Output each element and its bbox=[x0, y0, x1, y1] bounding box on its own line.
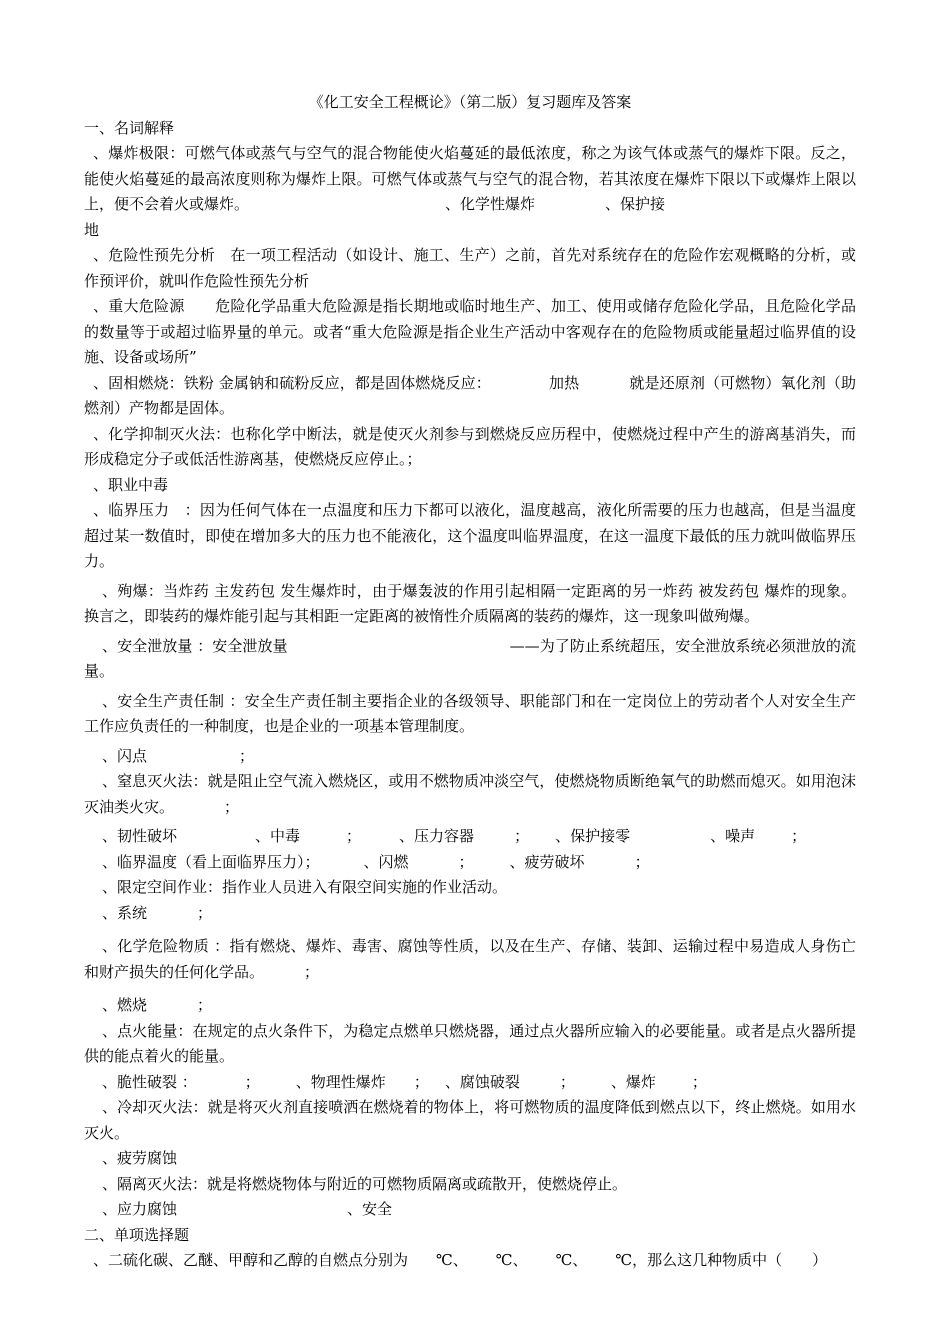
paragraph-continuation: 地 bbox=[84, 220, 100, 239]
paragraph-solid-combustion: 、固相燃烧：铁粉 金属钠和硫粉反应，都是固体燃烧反应： 加热 就是还原剂（可燃物）氧化剂（助燃剂）产物都是固体。 bbox=[84, 373, 856, 417]
paragraph-isolation: 、隔离灭火法：就是将燃烧物体与附近的可燃物质隔离或疏散开，使燃烧停止。 bbox=[102, 1174, 628, 1193]
document-title: 《化工安全工程概论》（第二版）复习题库及答案 bbox=[308, 93, 632, 111]
paragraph-relief-flow: 、安全泄放量 ：安全泄放量 ——为了防止系统超压，安全泄放系统必须泄放的流量。 bbox=[84, 636, 856, 680]
paragraph-corrosion-fatigue: 、疲劳腐蚀 bbox=[102, 1149, 178, 1167]
terms-row-3: 、脆性破裂 ： ； 、物理性爆炸 ； 、腐蚀破裂 ； 、爆炸 ； bbox=[102, 1072, 707, 1091]
terms-row-2: 、临界温度（看上面临界压力）； 、闪燃 ； 、疲劳破坏 ； bbox=[102, 852, 650, 871]
paragraph-hazardous-chemicals: 、化学危险物质 ：指有燃烧、爆炸、毒害、腐蚀等性质，以及在生产、存储、装卸、运输过程中易造成人身伤亡和财产损失的任何化学品。 ； bbox=[84, 937, 856, 981]
section-heading-1: 一、名词解释 bbox=[84, 118, 175, 137]
document-page bbox=[84, 90, 856, 1274]
paragraph-suffocation: 、窒息灭火法：就是阻止空气流入燃烧区，或用不燃物质冲淡空气，使燃烧物质断绝氧气的助燃而熄灭。如用泡沫灭油类火灾。 ； bbox=[84, 772, 856, 816]
paragraph-combustion: 、燃烧 ； bbox=[102, 996, 213, 1014]
paragraph-chemical-inhibition: 、化学抑制灭火法：也称化学中断法，就是使灭火剂参与到燃烧反应历程中，使燃烧过程中产生的游离基消失，而形成稳定分子或低活性游离基，使燃烧反应停止。； bbox=[84, 424, 856, 468]
paragraph-system: 、系统 ； bbox=[102, 903, 213, 922]
paragraph-cooling: 、冷却灭火法：就是将灭火剂直接喷洒在燃烧着的物体上，将可燃物质的温度降低到燃点以下，终止燃烧。如用水灭火。 bbox=[84, 1098, 856, 1142]
section-heading-2: 二、单项选择题 bbox=[84, 1225, 190, 1244]
paragraph-ignition-energy: 、点火能量：在规定的点火条件下，为稳定点燃单只燃烧器，通过点火器所应输入的必要能量。或者是点火器所提供的能点着火的能量。 bbox=[84, 1021, 856, 1065]
paragraph-occupational-poisoning: 、职业中毒 bbox=[93, 475, 169, 494]
paragraph-explosion-limit: 、爆炸极限：可燃气体或蒸气与空气的混合物能使火焰蔓延的最低浓度，称之为该气体或蒸气的爆炸下限。反之，能使火焰蔓延的最高浓度则称为爆炸上限。可燃气体或蒸气与空气的混合物，若其浓度在爆炸下限以下或爆炸上限以上，便不会着火或爆炸。 、化学性爆炸 、保护接 bbox=[84, 144, 856, 213]
paragraph-preliminary-hazard: 、危险性预先分析 在一项工程活动（如设计、施工、生产）之前，首先对系统存在的危险作宏观概略的分析，或作预评价，就叫作危险性预先分析 bbox=[84, 246, 856, 290]
terms-row-1: 、韧性破坏 、中毒 ； 、压力容器 ； 、保护接零 、噪声 ； bbox=[102, 827, 807, 845]
paragraph-flash-point: 、闪点 ； bbox=[102, 746, 255, 765]
paragraph-critical-pressure: 、临界压力 ：因为任何气体在一点温度和压力下都可以液化，温度越高，液化所需要的压力也越高，但是当温度超过某一数值时，即使在增加多大的压力也不能液化，这个温度叫临界温度，在这一温度下最低的压力就叫做临界压力。 bbox=[84, 501, 856, 570]
question-1: 、二硫化碳、乙醚、甲醇和乙醇的自燃点分别为 ℃、 ℃、 ℃、 ℃，那么这几种物质中（ ） bbox=[93, 1251, 828, 1269]
paragraph-stress-corrosion: 、应力腐蚀 、安全 bbox=[102, 1200, 393, 1218]
paragraph-responsibility-system: 、安全生产责任制 ：安全生产责任制主要指企业的各级领导、职能部门和在一定岗位上的劳动者个人对安全生产工作应负责任的一种制度，也是企业的一项基本管理制度。 bbox=[84, 691, 856, 735]
paragraph-confined-space: 、限定空间作业：指作业人员进入有限空间实施的作业活动。 bbox=[102, 878, 508, 896]
paragraph-major-hazard: 、重大危险源 危险化学品重大危险源是指长期地或临时地生产、加工、使用或储存危险化学品，且危险化学品的数量等于或超过临界量的单元。或者“重大危险源是指企业生产活动中客观存在的危险物质或能量超过临界值的设施、设备或场所” bbox=[84, 297, 856, 366]
paragraph-sympathetic-detonation: 、殉爆：当炸药 主发药包 发生爆炸时，由于爆轰波的作用引起相隔一定距离的另一炸药 被发药包 爆炸的现象。换言之，即装药的爆炸能引起与其相距一定距离的被惰性介质隔离的装药的爆炸，这一现象叫做殉爆。 bbox=[84, 581, 856, 625]
